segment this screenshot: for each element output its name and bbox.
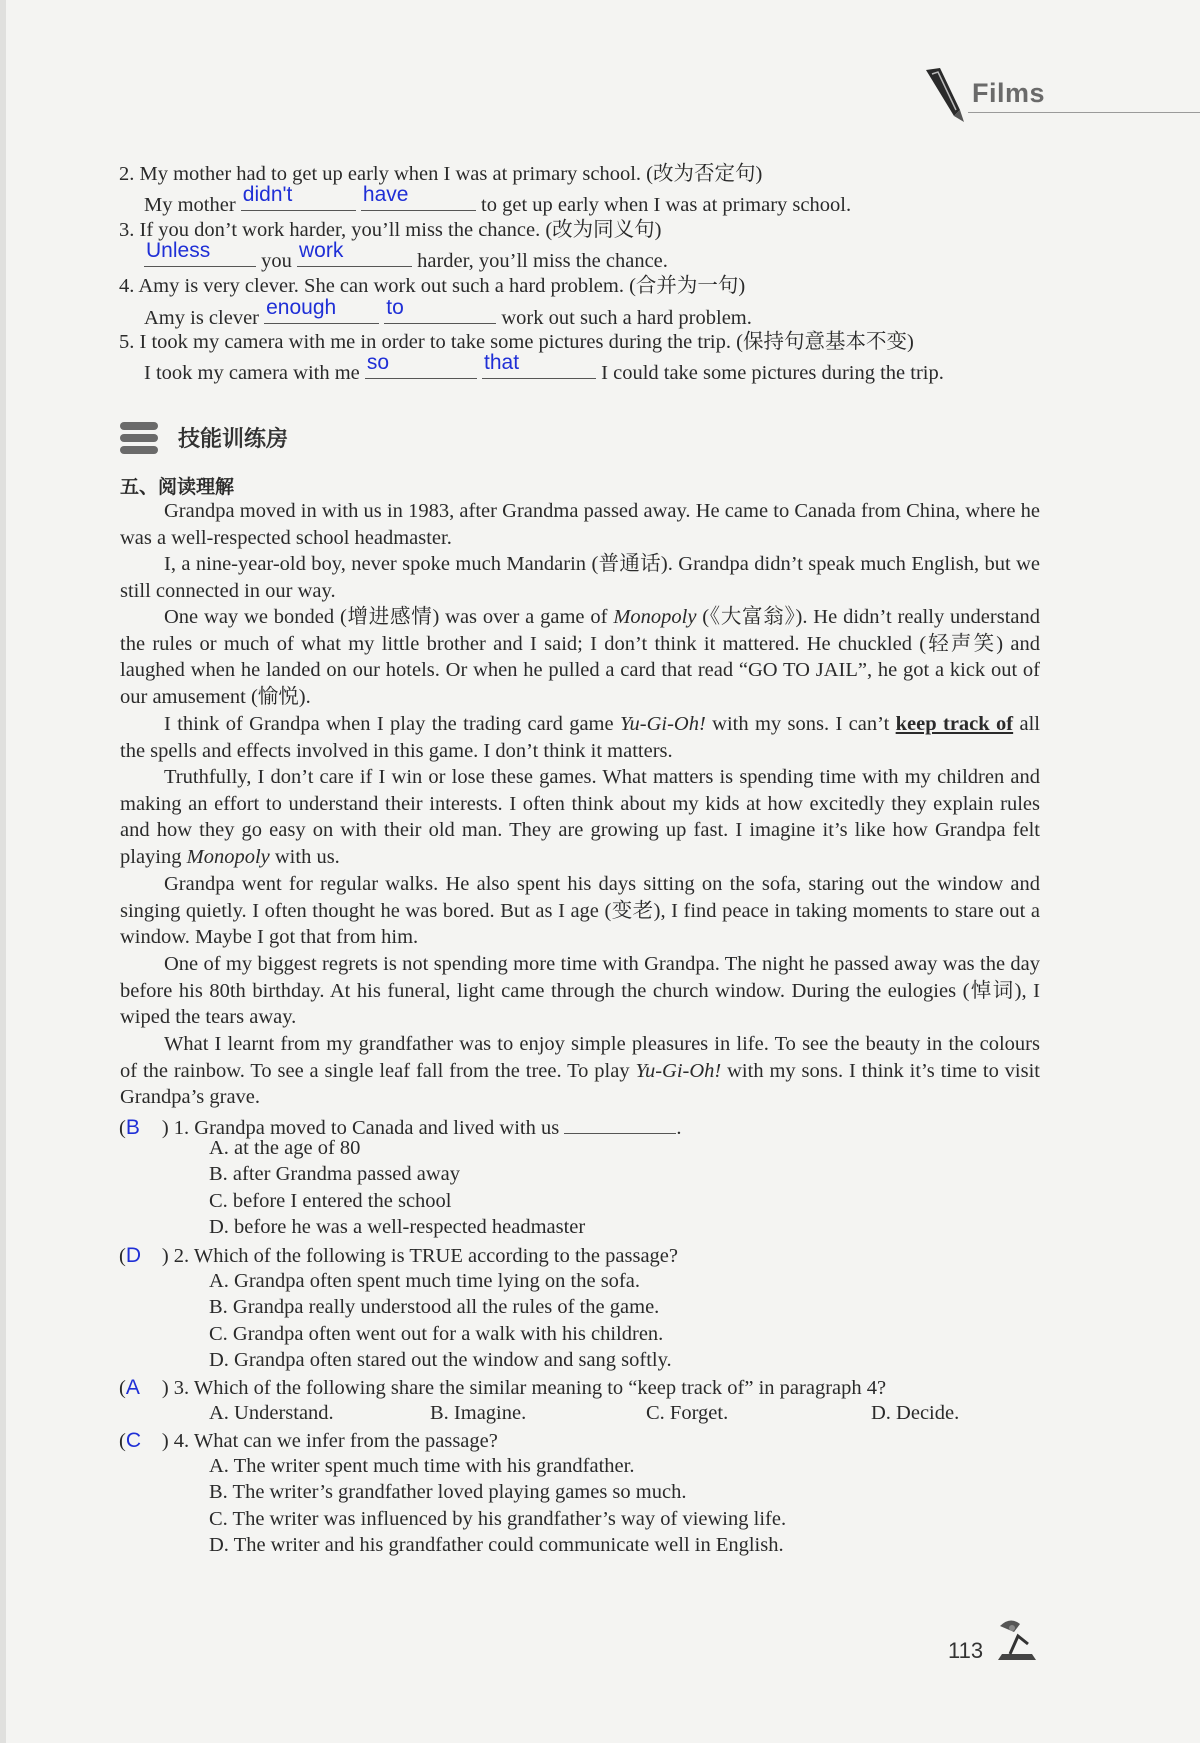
question-4-answer[interactable]: C bbox=[125, 1429, 141, 1452]
passage-paragraph-7: One of my biggest regrets is not spending more time with Grandpa. The night he passed away was the day before his 80th birthday. At his funeral, light came through the church window. During the eulogies (悼词), I wiped the tears away. bbox=[120, 953, 1040, 1029]
section-title: 技能训练房 bbox=[178, 427, 289, 452]
question-2-answer[interactable]: D bbox=[125, 1244, 141, 1267]
item-3-prompt: 3. If you don’t work harder, you’ll miss the chance. (改为同义句) bbox=[119, 219, 662, 241]
q2-option-d: D. Grandpa often stared out the window and sang softly. bbox=[209, 1349, 672, 1371]
item-4-prompt: 4. Amy is very clever. She can work out such a hard problem. (合并为一句) bbox=[119, 275, 746, 297]
passage-paragraph-1: Grandpa moved in with us in 1983, after Grandma passed away. He came to Canada from China, where he was a well-respected school headmaster. bbox=[120, 500, 1040, 549]
stack-icon bbox=[120, 420, 160, 456]
item-5-blank-1[interactable]: so bbox=[365, 356, 477, 379]
item-4-blank-2[interactable]: to bbox=[384, 301, 496, 324]
item-2-blank-1[interactable]: didn't bbox=[241, 188, 356, 211]
q2-option-c: C. Grandpa often went out for a walk with his children. bbox=[209, 1323, 664, 1345]
item-4-answer-line: Amy is clever enough to work out such a hard problem. bbox=[144, 296, 752, 329]
item-3-blank-1[interactable]: Unless bbox=[144, 244, 256, 267]
page-number: 113 bbox=[948, 1638, 984, 1663]
question-1: (B ) 1. Grandpa moved to Canada and lived with us . bbox=[119, 1111, 681, 1141]
question-2: (D ) 2. Which of the following is TRUE according to the passage? bbox=[119, 1244, 679, 1267]
item-5-prompt: 5. I took my camera with me in order to take some pictures during the trip. (保持句意基本不变) bbox=[119, 331, 914, 353]
question-4: (C ) 4. What can we infer from the passage? bbox=[119, 1429, 498, 1452]
q4-option-a: A. The writer spent much time with his grandfather. bbox=[209, 1455, 635, 1477]
q4-option-d: D. The writer and his grandfather could communicate well in English. bbox=[209, 1534, 784, 1556]
passage-paragraph-3: One way we bonded (增进感情) was over a game of Monopoly (《大富翁》). He didn’t really understand the rules or much of what my little brother and I said; I don’t think it mattered. He chuckled (轻声笑) and laughed when he landed on our hotels. Or when he pulled a card that read “GO TO JAIL”, he got a kick out of our amusement (愉悦). bbox=[120, 606, 1040, 708]
question-3: (A ) 3. Which of the following share the similar meaning to “keep track of” in paragraph 4? bbox=[119, 1376, 887, 1399]
q3-option-b: B. Imagine. bbox=[430, 1402, 527, 1424]
q2-option-a: A. Grandpa often spent much time lying on the sofa. bbox=[209, 1270, 640, 1292]
q2-option-b: B. Grandpa really understood all the rules of the game. bbox=[209, 1296, 660, 1318]
reading-lamp-icon bbox=[990, 1614, 1042, 1666]
passage-paragraph-6: Grandpa went for regular walks. He also spent his days sitting on the sofa, staring out the window and singing quietly. I often thought he was bored. But as I age (变老), I find peace in taking moments to stare out a window. Maybe I got that from him. bbox=[120, 873, 1040, 949]
unit-title: Films bbox=[972, 78, 1046, 108]
passage-paragraph-5: Truthfully, I don’t care if I win or lose these games. What matters is spending time with my children and making an effort to understand their interests. I often think about my kids at how excitedly they explain rules and how they go easy on with their old man. They are growing up fast. I imagine it’s like how Grandpa felt playing Monopoly with us. bbox=[120, 766, 1040, 868]
item-5-blank-2[interactable]: that bbox=[482, 356, 596, 379]
keep-track-of-phrase: keep track of bbox=[895, 713, 1014, 735]
q4-option-c: C. The writer was influenced by his grandfather’s way of viewing life. bbox=[209, 1508, 787, 1530]
item-3-blank-2[interactable]: work bbox=[297, 244, 412, 267]
passage-paragraph-4: I think of Grandpa when I play the trading card game Yu-Gi-Oh! with my sons. I can’t keep track of all the spells and effects involved in this game. I don’t think it matters. bbox=[120, 713, 1040, 762]
question-1-blank bbox=[564, 1111, 676, 1134]
item-4-blank-1[interactable]: enough bbox=[264, 301, 379, 324]
pen-icon bbox=[920, 66, 970, 126]
passage-paragraph-8: What I learnt from my grandfather was to enjoy simple pleasures in life. To see the beauty in the colours of the rainbow. To see a single leaf fall from the tree. To play Yu-Gi-Oh! with my sons. I think it’s time to visit Grandpa’s grave. bbox=[120, 1033, 1040, 1109]
q4-option-b: B. The writer’s grandfather loved playing games so much. bbox=[209, 1481, 687, 1503]
q1-option-a: A. at the age of 80 bbox=[209, 1137, 361, 1159]
item-2-answer-line: My mother didn't have to get up early when I was at primary school. bbox=[144, 183, 852, 216]
item-2-blank-2[interactable]: have bbox=[361, 188, 476, 211]
passage-paragraph-2: I, a nine-year-old boy, never spoke much Mandarin (普通话). Grandpa didn’t speak much English, but we still connected in our way. bbox=[120, 553, 1040, 602]
item-5-answer-line: I took my camera with me so that I could take some pictures during the trip. bbox=[144, 351, 944, 384]
subsection-title: 五、阅读理解 bbox=[120, 476, 235, 498]
q3-option-a: A. Understand. bbox=[209, 1402, 334, 1424]
page-edge bbox=[0, 0, 6, 1743]
section-header bbox=[120, 420, 520, 456]
item-2-prompt: 2. My mother had to get up early when I was at primary school. (改为否定句) bbox=[119, 163, 763, 185]
q3-option-d: D. Decide. bbox=[871, 1402, 960, 1424]
question-1-answer[interactable]: B bbox=[125, 1116, 140, 1139]
item-3-answer-line: Unless you work harder, you’ll miss the chance. bbox=[146, 239, 668, 272]
q1-option-b: B. after Grandma passed away bbox=[209, 1163, 461, 1185]
q3-option-c: C. Forget. bbox=[646, 1402, 729, 1424]
header-rule bbox=[968, 112, 1200, 113]
q1-option-c: C. before I entered the school bbox=[209, 1190, 452, 1212]
question-3-answer[interactable]: A bbox=[125, 1376, 140, 1399]
q1-option-d: D. before he was a well-respected headmaster bbox=[209, 1216, 586, 1238]
